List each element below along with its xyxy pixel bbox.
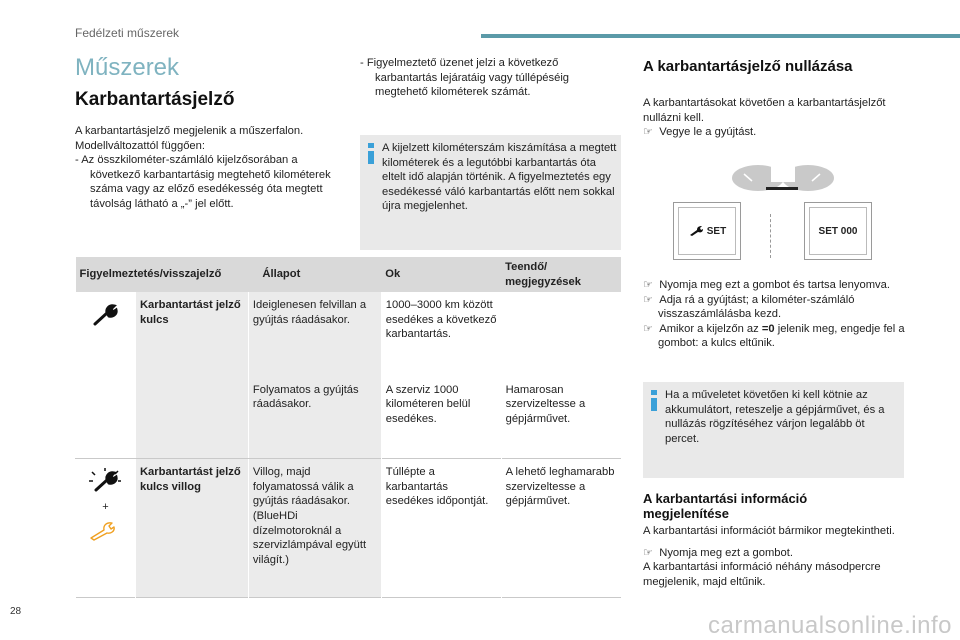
row1-state: Ideiglenesen felvillan a gyújtás ráadásakor. (248, 292, 381, 372)
table-row (76, 292, 622, 372)
reset-step1-text: Vegye le a gyújtást. (659, 126, 757, 139)
info-icon (368, 143, 374, 164)
row3-cause: Túllépte a karbantartás esedékes időpontját. (381, 459, 501, 598)
reset-step4-b: =0 (761, 322, 775, 335)
wrench-flash-cell (76, 459, 136, 598)
display-info-title: A karbantartási információ megjelenítése (643, 491, 808, 521)
reset-p1: A karbantartásokat követően a karbantartásjelzőt nullázni kell. (643, 97, 886, 124)
table-row (76, 459, 622, 598)
set-button-left[interactable] (673, 202, 741, 260)
info-box-mileage (360, 135, 621, 250)
row1-name: Karbantartást jelző kulcs (135, 292, 248, 459)
reset-intro (643, 96, 913, 140)
section-title: Karbantartásjelző (75, 89, 235, 110)
wrench-cell (76, 292, 136, 459)
row1-action (501, 292, 621, 372)
wrench-orange-icon (88, 520, 122, 542)
header-cause: Ok (381, 257, 501, 292)
section-header: Fedélzeti műszerek (75, 26, 180, 40)
wrench-icon (91, 304, 119, 328)
display-p2: A karbantartási információt bármikor megtekintheti. (643, 525, 895, 537)
reset-step1: ☞ Vegye le a gyújtást. (643, 126, 757, 139)
info-text-battery: Ha a műveletet követően ki kell kötnie az akkumulátort, reteszelje a gépjárművet, és a nullázás rögzítéséhez várjon legalább öt percet. (665, 389, 885, 445)
wrench-flashing-icon (87, 467, 123, 495)
reset-step4-c: jelenik meg, engedje fel a gombot: a kulcs eltűnik. (658, 322, 905, 350)
reset-step2: ☞ Nyomja meg ezt a gombot és tartsa lenyomva. (643, 279, 890, 291)
row3-action: A lehető leghamarabb szervizeltesse a gépjárművet. (501, 459, 621, 598)
header-action: Teendő/ megjegyzések (501, 257, 621, 292)
set-button-right[interactable] (804, 202, 872, 260)
reset-step2-text: Nyomja meg ezt a gombot és tartsa lenyomva. (659, 279, 890, 291)
set-button-right-label: SET 000 (818, 225, 858, 237)
left-intro (75, 124, 345, 212)
reset-steps (643, 278, 908, 351)
table-header-row (76, 257, 622, 292)
row2-action: Hamarosan szervizeltesse a gépjárművet. (501, 373, 621, 459)
plus-sign: + (102, 500, 109, 513)
display-p3: A karbantartási információ néhány másodpercre megjelenik, majd eltűnik. (643, 561, 881, 588)
page-number: 28 (10, 606, 22, 617)
display-step5: ☞ Nyomja meg ezt a gombot. (643, 546, 793, 559)
intro-p1: A karbantartásjelző megjelenik a műszerfalon. (75, 125, 304, 137)
intro-bullet2: - Figyelmeztető üzenet jelzi a következő karbantartás lejáratáig vagy túllépéséig megtehető kilométerek számát. (360, 57, 570, 99)
row3-state: Villog, majd folyamatossá válik a gyújtás ráadásakor. (BlueHDi dízelmotoroknál a szervizlámpával együtt világít.) (248, 459, 381, 598)
dashboard-illustration (728, 160, 838, 196)
reset-title: A karbantartásjelző nullázása (643, 58, 853, 75)
header-warning: Figyelmeztetés/visszajelző (76, 257, 249, 292)
set-button-left-label: SET (706, 225, 727, 237)
reset-step4-a: Amikor a kijelzőn az (659, 322, 762, 335)
info-text-mileage: A kijelzett kilométerszám kiszámítása a megtett kilométerek és a legutóbbi karbantartás óta eltelt idő alapján történik. A figyelmeztetés egy esedékessé váló karbantartás előtt nem sokkal újra megjelenhet. (382, 142, 617, 213)
display-info-text (643, 524, 908, 589)
info-icon (651, 390, 657, 411)
warning-table (75, 257, 621, 598)
info-box-battery (643, 382, 904, 478)
header-rule (481, 34, 960, 38)
separator-line (770, 214, 773, 258)
intro-bullet1: - Az összkilométer-számláló kijelzősorában a következő karbantartásig megtehető kilométerek száma vagy az előző esedékesség óta megtett távolság látható a „-” jel előtt. (75, 154, 331, 210)
row1-cause: 1000–3000 km között esedékes a következő karbantartás. (381, 292, 501, 372)
row3-name: Karbantartást jelző kulcs villog (135, 459, 248, 598)
reset-step3: ☞ Adja rá a gyújtást; a kilométer-számláló visszaszámlálásba kezd. (643, 293, 855, 321)
reset-step4: ☞ Amikor a kijelzőn az =0 jelenik meg, engedje fel a gombot: a kulcs eltűnik. (643, 322, 905, 350)
row2-state: Folyamatos a gyújtás ráadásakor. (248, 373, 381, 459)
reset-step3-text: Adja rá a gyújtást; a kilométer-számláló visszaszámlálásba kezd. (658, 293, 855, 321)
header-state: Állapot (248, 257, 381, 292)
row2-cause: A szerviz 1000 kilométeren belül esedékes. (381, 373, 501, 459)
wrench-small-icon (688, 225, 704, 237)
watermark: carmanualsonline.info (708, 612, 952, 639)
intro-p2: Modellváltozattól függően: (75, 139, 205, 152)
display-step5-text: Nyomja meg ezt a gombot. (659, 546, 793, 559)
page-title: Műszerek (75, 54, 180, 81)
